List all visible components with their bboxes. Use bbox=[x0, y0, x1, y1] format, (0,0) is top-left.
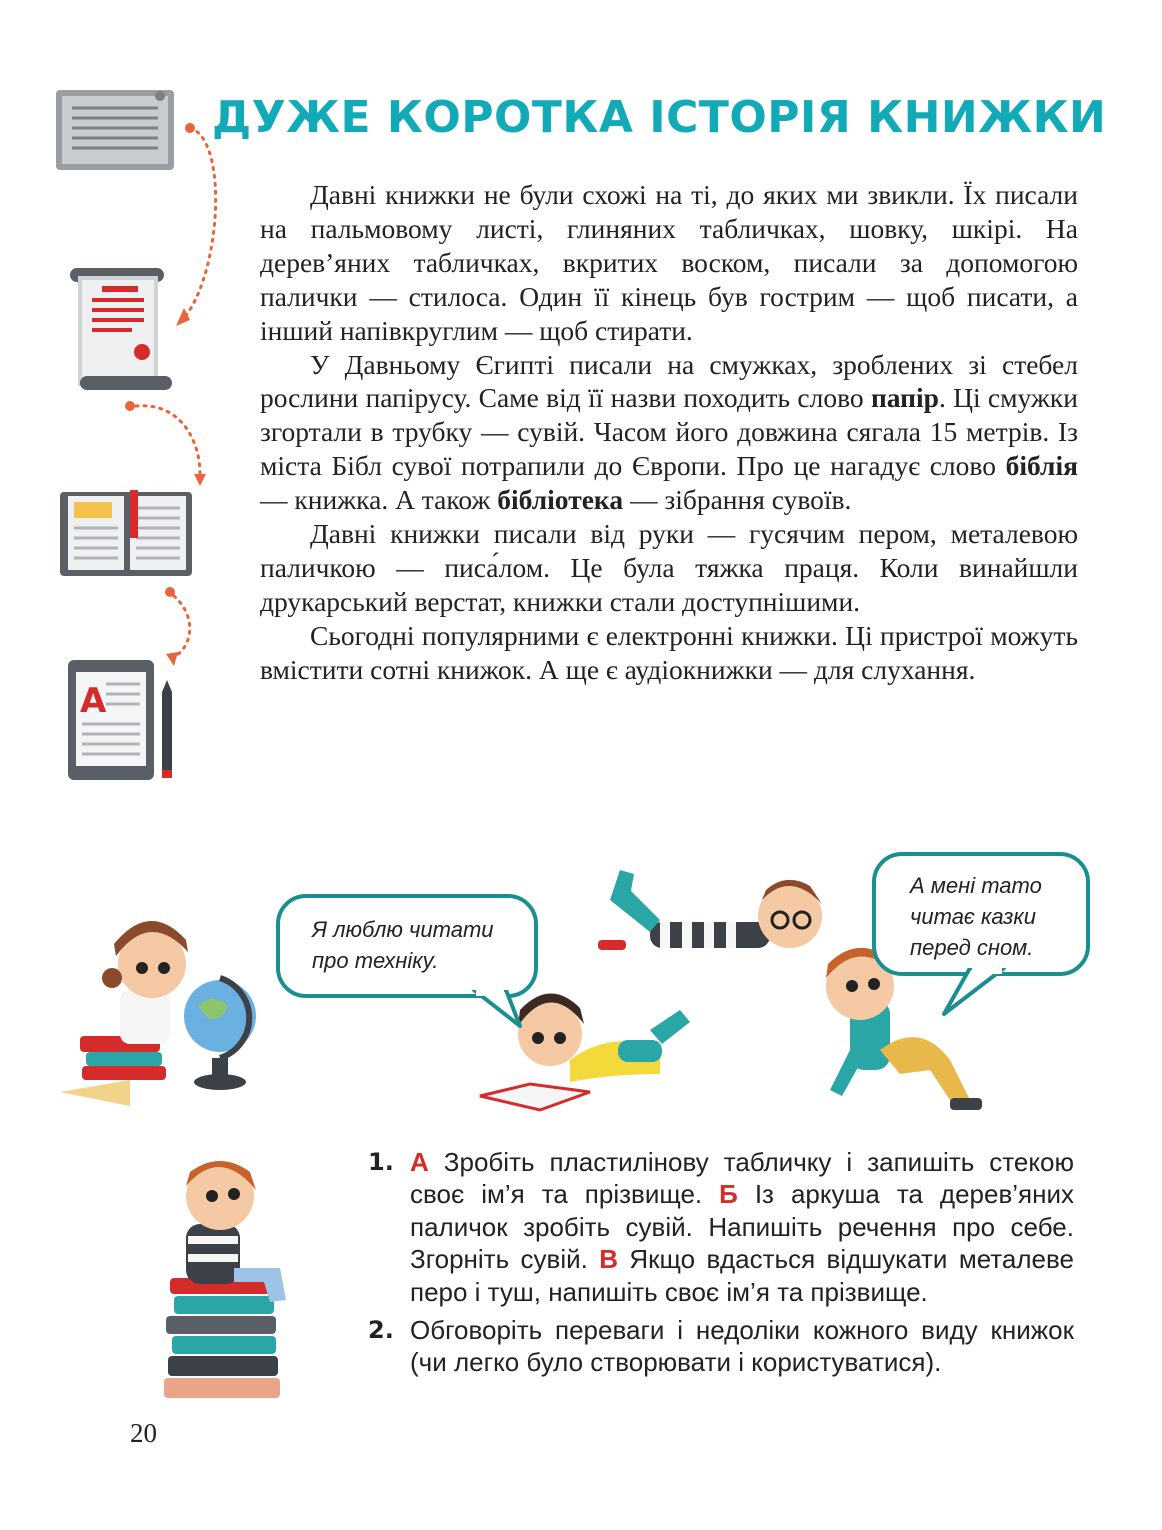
paragraph: Давні книжки не були схожі на ті, до яких ми звикли. Їх писали на пальмовому листі, глиняних табличках, шовку, шкірі. На дерев’яних табличках, вкритих воском, писали за допомогою палички — стилоса. Один її кінець був гострим — щоб писати, а інший напівкруглим — щоб стирати. bbox=[260, 179, 1078, 346]
timeline-illustration bbox=[40, 80, 240, 800]
speech-bubble-left-tail bbox=[470, 990, 530, 1030]
bubble-line: А мені тато bbox=[910, 873, 1042, 898]
bubble-line: читає казки bbox=[910, 904, 1036, 929]
clay-tablet-icon bbox=[56, 90, 174, 170]
bubble-line: Я люблю читати bbox=[312, 917, 494, 942]
task-number: 1. bbox=[368, 1148, 394, 1176]
task-item bbox=[368, 1314, 1074, 1379]
page-title: ДУЖЕ КОРОТКА ІСТОРІЯ КНИЖКИ bbox=[212, 92, 1107, 143]
speech-bubble-right-tail bbox=[940, 968, 1010, 1018]
speech-bubble-right bbox=[872, 852, 1090, 976]
open-book-icon bbox=[60, 490, 192, 576]
children-illustration bbox=[50, 860, 1010, 1130]
paragraph: У Давньому Єгипті писали на смужках, зроблених зі стебел рослини папірусу. Саме від її назви походить слово папір. Ці смужки згортали в трубку — сувій. Часом його довжина сягала 15 метрів. Із міста Бібл сувої потрапили до Європи. Про це нагадує слово біблія — книжка. А також бібліотека — зібрання сувоїв. bbox=[260, 348, 1079, 516]
speech-bubble-left bbox=[276, 894, 538, 998]
task-number: 2. bbox=[368, 1316, 394, 1345]
boy-lying-illustration bbox=[598, 870, 822, 950]
svg-text:A: A bbox=[80, 681, 107, 721]
paragraph: Сьогодні популярними є електронні книжки. Ці пристрої можуть вмістити сотні книжок. А ще є аудіокнижки — для слухання. bbox=[260, 619, 1078, 685]
girl-with-globe-illustration bbox=[60, 921, 256, 1106]
tasks-list bbox=[368, 1146, 1074, 1385]
bubble-line: перед сном. bbox=[910, 935, 1034, 960]
bubble-line: про техніку. bbox=[312, 948, 439, 973]
task-text: А Зробіть пластилінову табличку і запишіть стекою своє ім’я та прізвище. Б Із аркуша та дерев’яних паличок зробіть сувій. Напишіть речення про себе. Згорніть сувій. В Якщо вдасться відшукати металеве перо і туш, напишіть своє ім’я та прізвище. bbox=[410, 1147, 1074, 1307]
main-text bbox=[260, 178, 1078, 687]
task-item bbox=[368, 1146, 1074, 1308]
task-text: Обговоріть переваги і недоліки кожного виду книжок (чи легко було створювати і користуватися). bbox=[410, 1315, 1074, 1378]
page-number: 20 bbox=[130, 1418, 157, 1448]
boy-on-books-illustration bbox=[150, 1150, 320, 1410]
e-reader-icon bbox=[68, 660, 172, 780]
scroll-icon bbox=[70, 268, 172, 390]
paragraph: Давні книжки писали від руки — гусячим пером, металевою паличкою — писа́лом. Це була тяжка праця. Коли винайшли друкарський верстат, книжки стали доступнішими. bbox=[260, 518, 1078, 617]
